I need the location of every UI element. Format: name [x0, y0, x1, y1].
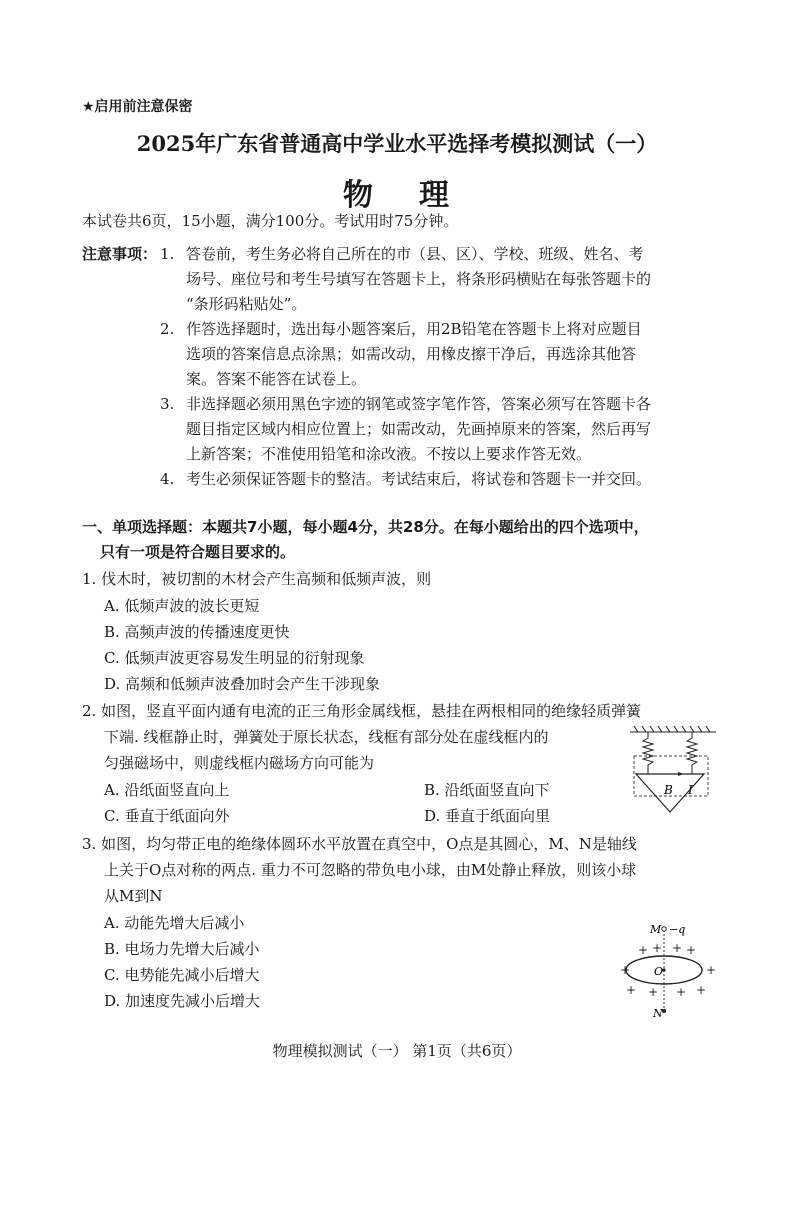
q3-stem-line-1: 3. 如图，均匀带正电的绝缘体圆环水平放置在真空中，O点是其圆心，M、N是轴线: [82, 835, 637, 853]
plus-sign: +: [676, 985, 687, 999]
subject-char-1: 物: [343, 178, 375, 213]
note-2-line-2: 选项的答案信息点涂黑；如需改动，用橡皮擦干净后，再选涂其他答: [186, 345, 637, 363]
label-o: O: [654, 965, 664, 978]
label-m: M: [650, 923, 662, 936]
note-1-line-2: 场号、座位号和考生号填写在答题卡上，将条形码横贴在每张答题卡的: [186, 270, 652, 288]
note-1-num: 1.: [160, 245, 175, 263]
q1-stem: 1. 伐木时，被切割的木材会产生高频和低频声波，则: [82, 570, 432, 588]
plus-sign: +: [696, 983, 707, 997]
q2-option-a: A. 沿纸面竖直向上: [104, 781, 230, 799]
q1-option-b: B. 高频声波的传播速度更快: [104, 623, 290, 641]
ceiling-hatch: [630, 726, 716, 732]
note-2-line-3: 案。答案不能答在试卷上。: [186, 370, 367, 388]
q2-stem-line-2: 下端. 线框静止时，弹簧处于原长状态，线框有部分处在虚线框内的: [104, 728, 549, 746]
right-spring-icon: [687, 732, 697, 774]
q3-stem-line-2: 上关于O点对称的两点. 重力不可忽略的带负电小球，由M处静止释放，则该小球: [104, 861, 637, 879]
q3-option-c: C. 电势能先减小后增大: [104, 966, 260, 984]
note-3-num: 3.: [160, 395, 175, 413]
note-2-num: 2.: [160, 320, 175, 338]
note-1-line-1: 答卷前，考生务必将自己所在的市（县、区）、学校、班级、姓名、考: [186, 245, 644, 263]
note-4-num: 4.: [160, 470, 175, 488]
plus-sign: +: [706, 963, 717, 977]
section-1-heading: 一、单项选择题：本题共7小题，每小题4分，共28分。在每小题给出的四个选项中，: [82, 518, 649, 536]
plus-sign: +: [652, 941, 663, 955]
q3-option-a: A. 动能先增大后减小: [104, 914, 245, 932]
plus-sign: +: [638, 943, 649, 957]
note-4-line-1: 考生必须保证答题卡的整洁。考试结束后，将试卷和答题卡一并交回。: [186, 470, 652, 488]
exam-title: 2025年广东省普通高中学业水平选择考模拟测试（一）: [136, 131, 658, 156]
note-3-line-3: 上新答案；不准使用铅笔和涂改液。不按以上要求作答无效。: [186, 445, 592, 463]
plus-sign: +: [686, 943, 697, 957]
section-1-heading-cont: 只有一项是符合题目要求的。: [100, 543, 296, 561]
left-spring-icon: [643, 732, 653, 774]
plus-sign: +: [672, 941, 683, 955]
q2-stem-line-3: 匀强磁场中，则虚线框内磁场方向可能为: [104, 754, 375, 772]
confidential-notice: ★启用前注意保密: [82, 99, 193, 115]
q1-option-c: C. 低频声波更容易发生明显的衍射现象: [104, 649, 365, 667]
notes-label: 注意事项：: [82, 245, 158, 263]
plus-sign: +: [648, 985, 659, 999]
q2-stem-line-1: 2. 如图，竖直平面内通有电流的正三角形金属线框，悬挂在两根相同的绝缘轻质弹簧: [82, 702, 642, 720]
q3-figure: [612, 918, 722, 1020]
note-1-line-3: “条形码粘贴处”。: [186, 295, 307, 313]
q3-option-b: B. 电场力先增大后减小: [104, 940, 260, 958]
note-2-line-1: 作答选择题时，选出每小题答案后，用2B铅笔在答题卡上将对应题目: [186, 320, 642, 338]
subject-title: [0, 170, 794, 214]
label-q: −q: [669, 923, 686, 936]
exam-info: 本试卷共6页，15小题，满分100分。考试用时75分钟。: [82, 212, 459, 230]
label-n: N: [653, 1007, 663, 1020]
q1-option-d: D. 高频和低频声波叠加时会产生干涉现象: [104, 675, 381, 693]
plus-sign: +: [620, 963, 631, 977]
q2-figure: [626, 726, 726, 814]
current-label-i: I: [688, 783, 693, 797]
current-arrow-icon: [678, 772, 684, 776]
q1-option-a: A. 低频声波的波长更短: [104, 597, 260, 615]
subject-char-2: 理: [419, 178, 451, 213]
q2-option-b: B. 沿纸面竖直向下: [424, 781, 550, 799]
note-3-line-2: 题目指定区域内相应位置上；如需改动，先画掉原来的答案，然后再写: [186, 420, 652, 438]
point-m: [662, 927, 666, 931]
page-footer: 物理模拟测试（一） 第1页（共6页）: [272, 1042, 522, 1060]
note-3-line-1: 非选择题必须用黑色字迹的钢笔或签字笔作答，答案必须写在答题卡各: [186, 395, 652, 413]
q3-stem-line-3: 从M到N: [104, 887, 163, 905]
q3-option-d: D. 加速度先减小后增大: [104, 992, 261, 1010]
plus-sign: +: [626, 983, 637, 997]
field-label-b: B: [664, 783, 673, 797]
q2-option-d: D. 垂直于纸面向里: [424, 807, 551, 825]
q2-option-c: C. 垂直于纸面向外: [104, 807, 230, 825]
